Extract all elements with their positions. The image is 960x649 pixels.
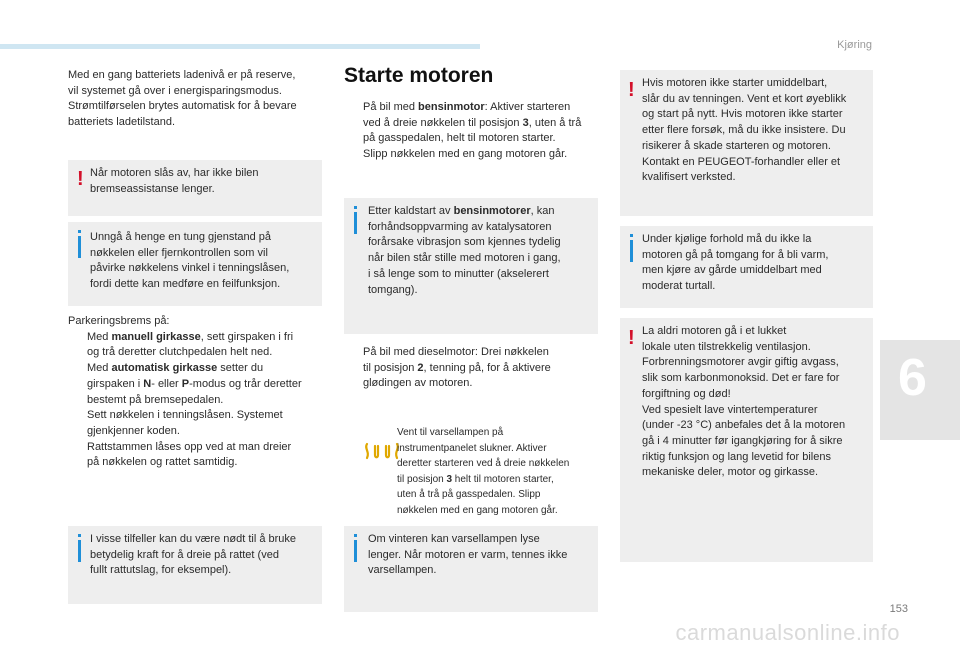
warning-icon: ! <box>628 327 635 349</box>
warning-icon: ! <box>628 79 635 101</box>
page-number: 153 <box>889 603 908 615</box>
warning-icon: ! <box>77 168 84 190</box>
info-box-winter-lamp: Om vinteren kan varsellampen lyse lenger. Når motoren er varm, tennes ikke varsellampen. <box>344 526 598 612</box>
info-box-key-weight: Unngå å henge en tung gjenstand på nøkkelen eller fjernkontrollen som vil påvirke nøkkelens vinkel i tenningslåsen, fordi dette kan medføre en feilfunksjon. <box>68 222 322 306</box>
section-label: Kjøring <box>837 39 872 51</box>
info-icon <box>78 540 81 562</box>
list-item: På bil med bensinmotor: Aktiver starteren ved å dreie nøkkelen til posisjon 3, uten å trå på gasspedalen, helt til motoren starter. Slipp nøkkelen med en gang motoren går. <box>363 101 582 161</box>
petrol-start-instructions <box>344 100 606 163</box>
diesel-start-instructions <box>344 345 606 392</box>
list-item: På bil med dieselmotor: Drei nøkkelen til posisjon 2, tenning på, for å aktivere glødingen av motoren. <box>363 346 551 390</box>
info-icon <box>78 236 81 258</box>
info-box-catalyst-preheat: Etter kaldstart av bensinmotorer, kan forhåndsoppvarming av katalysatoren forårsake vibrasjon som kjennes tydelig når bilen står stille med motoren i gang, i så lenge som to minutter (akselerert tomgang). <box>344 198 598 334</box>
warning-box-brake-assist: ! Når motoren slås av, har ikke bilen bremseassistanse lenger. <box>68 160 322 216</box>
intro-paragraph: Med en gang batteriets ladenivå er på reserve, vil systemet gå over i energisparingsmodus. Strømtilførselen brytes automatisk for å bevare batteriets ladetilstand. <box>68 69 297 129</box>
info-icon <box>630 240 633 262</box>
list-item: Sett nøkkelen i tenningslåsen. Systemet gjenkjenner koden. <box>87 409 283 437</box>
glow-plug-icon <box>364 440 400 462</box>
parking-brake-section: Parkeringsbrems på: Med manuell girkasse, sett girspaken i fri og trå deretter clutchpedalen helt ned. Med automatisk girkasse setter du girspaken i N- eller P-modus og trår deretter bestemt på bremsepedalen. Sett nøkkelen i tenningslåsen. Systemet gjenkjenner koden. Rattstammen låses opp ved at man dreier på nøkkelen og rattet samtidig. <box>68 314 330 471</box>
list-item: Rattstammen låses opp ved at man dreier på nøkkelen og rattet samtidig. <box>87 440 292 469</box>
list-item: Med manuell girkasse, sett girspaken i fri og trå deretter clutchpedalen helt ned. <box>87 330 294 359</box>
top-accent-bar <box>0 44 480 49</box>
chapter-number: 6 <box>898 349 927 407</box>
warning-box-no-start: ! Hvis motoren ikke starter umiddelbart, slår du av tenningen. Vent et kort øyeblikk og start på nytt. Hvis motoren ikke starter etter flere forsøk, må du ikke insistere. Du risikerer å skade starteren og motoren. Kontakt en PEUGEOT-forhandler eller et kvalifisert verksted. <box>620 70 873 216</box>
info-icon <box>354 212 357 234</box>
info-box-steering-force: I visse tilfeller kan du være nødt til å bruke betydelig kraft for å dreie på rattet (ved fullt rattutslag, for eksempel). <box>68 526 322 604</box>
section-heading: Starte motoren <box>344 64 494 87</box>
info-box-cold-idle: Under kjølige forhold må du ikke la motoren gå på tomgang for å bli varm, men kjøre av gårde umiddelbart med moderat turtall. <box>620 226 873 308</box>
watermark: carmanualsonline.info <box>675 620 900 645</box>
warning-box-ventilation: ! La aldri motoren gå i et lukket lokale uten tilstrekkelig ventilasjon. Forbrenningsmotorer avgir giftig avgass, slik som karbonmonoksid. Det er fare for forgiftning og død! Ved spesielt lave vintertemperaturer (under -23 °C) anbefales det å la motoren gå i 4 minutter før igangkjøring for å sikre riktig funksjon og lang levetid for bilens mekaniske deler, motor og girkasse. <box>620 318 873 562</box>
list-item: Med automatisk girkasse setter du girspaken i N- eller P-modus og trår deretter bestemt på bremsepedalen. <box>87 362 302 406</box>
info-icon <box>354 540 357 562</box>
